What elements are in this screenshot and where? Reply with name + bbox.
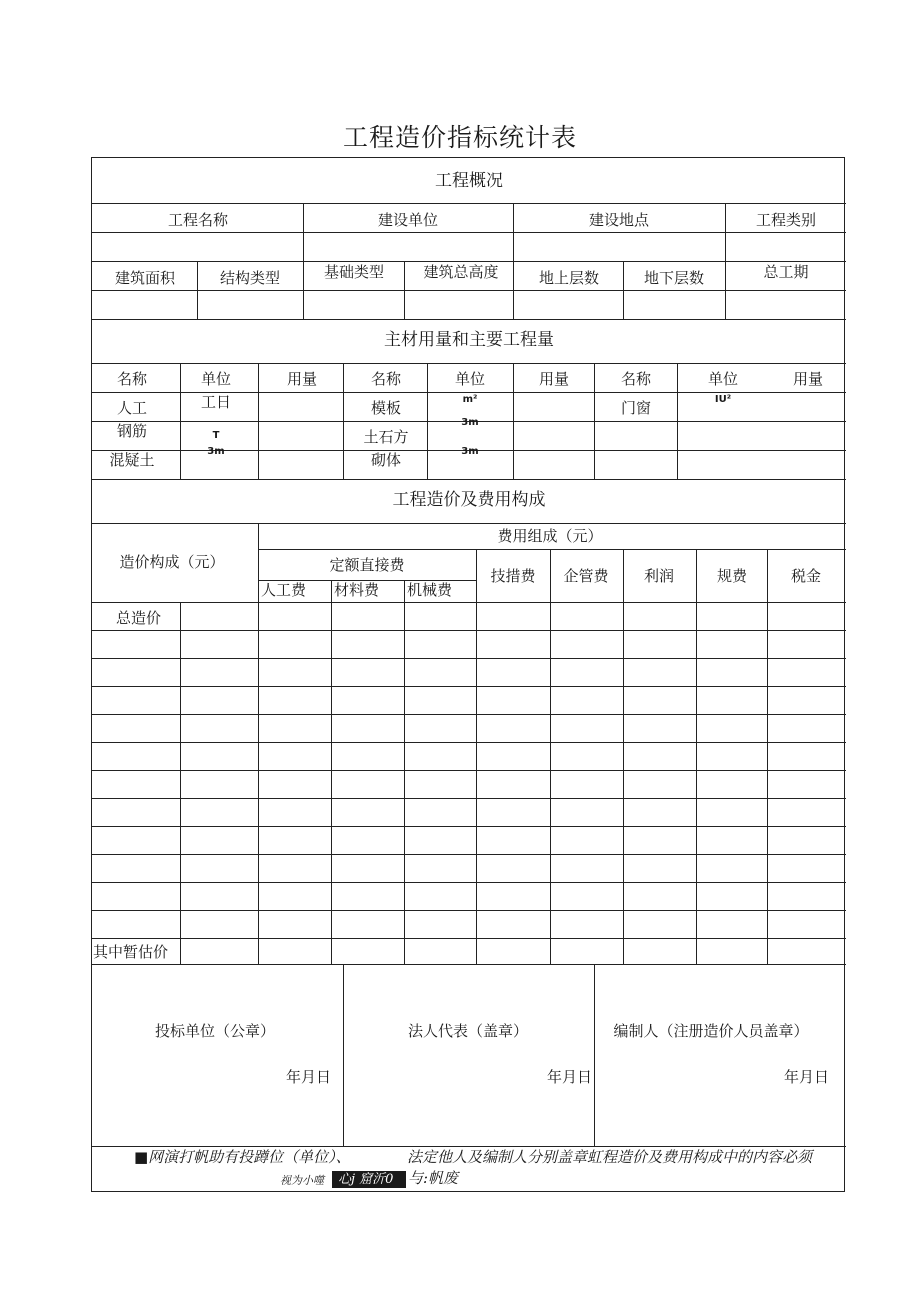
materials-header: 名称 — [370, 370, 402, 388]
rule — [92, 232, 846, 233]
builder-label: 建设单位 — [377, 211, 439, 229]
rule — [92, 686, 846, 687]
rule — [550, 549, 551, 964]
rule — [513, 261, 514, 319]
rule — [92, 479, 846, 480]
provisional-label: 其中暂估价 — [93, 943, 169, 961]
rule — [92, 798, 846, 799]
material-name: 钢筋 — [116, 422, 148, 440]
rule — [343, 964, 344, 1146]
materials-header: 单位 — [200, 370, 232, 388]
note-line1-left: ■网演打帆助有投蹲位（单位）、 — [134, 1148, 351, 1166]
quota-direct-label: 定额直接费 — [329, 556, 405, 574]
structure-label: 结构类型 — [219, 269, 281, 287]
material-unit: IU² — [714, 394, 732, 405]
rule — [404, 580, 405, 964]
rule — [303, 261, 304, 319]
duration-label: 总工期 — [763, 263, 809, 281]
rule — [343, 363, 344, 479]
rule — [92, 1146, 846, 1147]
rule — [513, 203, 514, 261]
category-label: 工程类别 — [755, 211, 817, 229]
material-unit: 3m — [461, 446, 479, 457]
note-line2-left: 视为小噬 — [280, 1174, 324, 1187]
material-unit: m² — [462, 394, 478, 405]
material-name: 土石方 — [363, 428, 409, 446]
rule — [92, 964, 846, 965]
material-name: 门窗 — [620, 399, 652, 417]
materials-header: 名称 — [116, 370, 148, 388]
cost-column-header: 企管费 — [563, 567, 609, 585]
labor-fee-label: 人工费 — [261, 581, 307, 599]
material-unit: 3m — [207, 446, 225, 457]
cost-column-header: 税金 — [790, 567, 822, 585]
price-composition-label: 造价构成（元） — [119, 553, 225, 571]
rule — [476, 549, 477, 964]
rule — [767, 549, 768, 964]
material-name: 混疑土 — [109, 451, 155, 469]
cost-column-header: 规费 — [716, 567, 748, 585]
material-fee-label: 材料费 — [334, 581, 380, 599]
rule — [696, 549, 697, 964]
total-cost-label: 总造价 — [116, 609, 162, 627]
preparer-label: 编制人（注册造价人员盖章） — [613, 1022, 809, 1040]
material-name: 砌体 — [370, 451, 402, 469]
rule — [427, 363, 428, 479]
cost-heading: 工程造价及费用构成 — [392, 490, 546, 510]
rule — [92, 910, 846, 911]
floors-above-label: 地上层数 — [538, 269, 600, 287]
project-name-label: 工程名称 — [167, 211, 229, 229]
materials-header: 单位 — [454, 370, 486, 388]
rule — [92, 630, 846, 631]
rule — [180, 602, 181, 964]
page-title: 工程造价指标统计表 — [342, 123, 577, 152]
overview-heading: 工程概况 — [435, 171, 503, 191]
rule — [623, 549, 624, 964]
note-line1-right: 法定他人及编制人分别盖章虹程造价及费用构成中的内容必须 — [407, 1148, 813, 1166]
rule — [92, 770, 846, 771]
legal-rep-date: 年月日 — [547, 1068, 593, 1086]
rule — [92, 658, 846, 659]
materials-header: 名称 — [620, 370, 652, 388]
rule — [92, 826, 846, 827]
rule — [594, 363, 595, 479]
materials-header: 用量 — [538, 370, 570, 388]
rule — [303, 203, 304, 261]
rule — [92, 319, 846, 320]
rule — [331, 580, 332, 964]
rule — [92, 714, 846, 715]
rule — [677, 363, 678, 479]
rule — [92, 523, 846, 524]
cost-column-header: 技措费 — [490, 567, 536, 585]
rule — [513, 363, 514, 479]
cost-column-header: 利润 — [643, 567, 675, 585]
height-label: 建筑总高度 — [423, 263, 499, 281]
legal-rep-label: 法人代表（盖章） — [407, 1022, 529, 1040]
rule — [725, 261, 726, 319]
bidder-date: 年月日 — [286, 1068, 332, 1086]
area-label: 建筑面积 — [114, 269, 176, 287]
material-unit: 3m — [461, 417, 479, 428]
materials-header: 用量 — [792, 370, 824, 388]
location-label: 建设地点 — [588, 211, 650, 229]
machine-fee-label: 机械费 — [407, 581, 453, 599]
material-name: 模板 — [370, 399, 402, 417]
rule — [92, 363, 846, 364]
preparer-date: 年月日 — [784, 1068, 830, 1086]
foundation-label: 基础类型 — [323, 263, 385, 281]
form-table — [91, 157, 845, 1192]
rule — [92, 602, 846, 603]
floors-below-label: 地下层数 — [643, 269, 705, 287]
materials-heading: 主材用量和主要工程量 — [384, 330, 554, 350]
rule — [92, 203, 846, 204]
rule — [197, 261, 198, 319]
rule — [258, 363, 259, 479]
rule — [404, 261, 405, 319]
note-stamp: 心j 窟沂0 — [332, 1171, 406, 1188]
fee-composition-label: 费用组成（元） — [497, 527, 603, 545]
rule — [92, 261, 846, 262]
rule — [92, 938, 846, 939]
materials-header: 单位 — [707, 370, 739, 388]
rule — [92, 290, 846, 291]
rule — [92, 854, 846, 855]
note-line2-right: 与:帆废 — [408, 1169, 459, 1187]
rule — [623, 261, 624, 319]
materials-header: 用量 — [286, 370, 318, 388]
rule — [258, 549, 846, 550]
material-unit: 工日 — [200, 393, 232, 411]
rule — [92, 742, 846, 743]
rule — [594, 964, 595, 1146]
rule — [258, 523, 259, 964]
rule — [92, 882, 846, 883]
rule — [725, 203, 726, 261]
rule — [180, 363, 181, 479]
bidder-seal-label: 投标单位（公章） — [154, 1022, 276, 1040]
material-unit: T — [212, 430, 220, 441]
material-name: 人工 — [116, 399, 148, 417]
